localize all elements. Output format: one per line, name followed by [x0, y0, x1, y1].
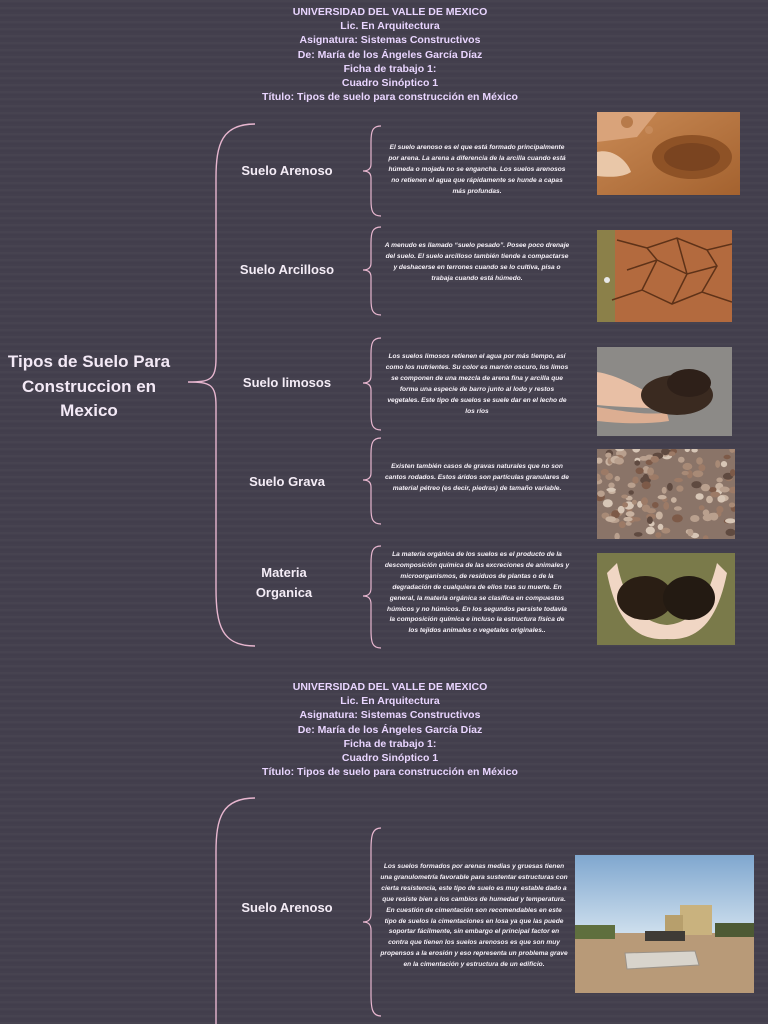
- brace-organic: [360, 544, 386, 650]
- desc-gravel-soil: Existen también casos de gravas naturales que no son cantos rodados. Estos áridos son partículas granulares de material pétreo (es decir, piedras) de tamaño variable.: [385, 463, 569, 492]
- label-silt-soil: Suelo limosos: [242, 375, 332, 390]
- header-degree: Lic. En Arquitectura: [340, 20, 440, 33]
- header-subject: Asignatura: Sistemas Constructivos: [299, 34, 481, 47]
- desc-silt-soil: Los suelos limosos retienen el agua por más tiempo, así como los nutrientes. Su color es marrón oscuro, los limos se componen de una mezcla de arena fina y arcilla que forma una especie de barro junto al lodo y restos vegetales. Este tipo de suelos se suele dar en el lecho de los ríos: [385, 353, 569, 415]
- brace-silt: [360, 336, 386, 432]
- header-title: Título: Tipos de suelo para construcción en México: [262, 91, 518, 104]
- header-university-2: UNIVERSIDAD DEL VALLE DE MEXICO: [292, 681, 488, 693]
- header-subject-2: Asignatura: Sistemas Constructivos: [299, 709, 481, 722]
- brace-clay: [360, 225, 386, 317]
- header-block: [200, 5, 580, 104]
- header-degree-2: Lic. En Arquitectura: [340, 695, 440, 708]
- header-university: UNIVERSIDAD DEL VALLE DE MEXICO: [292, 6, 488, 18]
- header-author-2: De: María de los Ángeles García Díaz: [297, 723, 483, 736]
- header-chart-name: Cuadro Sinóptico 1: [341, 77, 439, 90]
- brace-sandy: [360, 124, 386, 218]
- header-block-2: [200, 680, 580, 779]
- label-sandy-soil-2: Suelo Arenoso: [241, 900, 333, 915]
- desc-organic-matter: La materia orgánica de los suelos es el producto de la descomposición química de las excreciones de animales y microorganismos, de residuos de plantas o de la degradación de cualquiera de ellos tras su muerte. En general, la materia orgánica se clasifica en compuestos húmicos y no húmicos. En los segundos persiste todavía la composición química e incluso la estructura física de los tejidos animales o vegetales originales..: [384, 551, 570, 635]
- organic-matter-in-hands-photo: [597, 553, 735, 645]
- label-sandy-soil: Suelo Arenoso: [241, 163, 333, 178]
- silt-in-hands-photo: [597, 347, 732, 436]
- desc-sandy-soil: El suelo arenoso es el que está formado principalmente por arena. La arena a diferencia de la arcilla cuando está húmeda o mojada no se engancha. Los suelos arenosos no retienen el agua que rápidamente se hunde a capas más profundas.: [388, 144, 566, 195]
- sandy-soil-photo: [597, 112, 740, 195]
- header-author: De: María de los Ángeles García Díaz: [297, 48, 483, 61]
- main-title: Tipos de Suelo Para Construccion en Mexico: [7, 352, 171, 420]
- desc-clay-soil: A menudo es llamado “suelo pesado”. Posee poco drenaje del suelo. El suelo arcilloso también tiende a compactarse y deshacerse en terrones cuando se lo cultiva, pisa o trabaja cuando está húmedo.: [384, 242, 570, 282]
- cracked-clay-photo: [597, 230, 732, 322]
- header-chart-name-2: Cuadro Sinóptico 1: [341, 752, 439, 765]
- label-clay-soil: Suelo Arcilloso: [239, 262, 335, 277]
- label-gravel-soil: Suelo Grava: [249, 474, 325, 489]
- slab-foundation-construction-photo: [575, 855, 754, 993]
- header-worksheet-2: Ficha de trabajo 1:: [343, 737, 437, 750]
- label-organic-matter: Materia Organica: [255, 565, 313, 600]
- header-title-2: Título: Tipos de suelo para construcción en México: [262, 766, 518, 779]
- header-worksheet: Ficha de trabajo 1:: [343, 62, 437, 75]
- gravel-photo: [597, 449, 735, 539]
- desc-sandy-soil-2: Los suelos formados por arenas medias y gruesas tienen una granulometría favorable para sustentar estructuras con cierta resistencia, este tipo de suelo es muy estable dado a que resiste bien a los cambios de humedad y temperatura. En cuestión de cimentación son recomendables en este tipo de suelos la cimentaciones en losa ya que las puede soportar fácilmente, sin embargo el principal factor en contra que tienen los suelos arenosos es que son muy propensos a la erosión y eso representa un problema grave en la cimentación y estructura de un edificio.: [380, 863, 568, 969]
- brace-gravel: [360, 436, 386, 526]
